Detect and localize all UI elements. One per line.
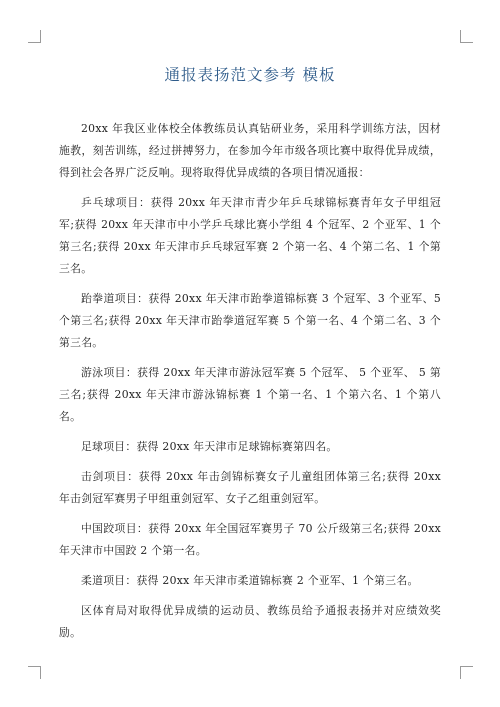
- chinese-wrestling-paragraph: 中国跤项目：获得 20xx 年全国冠军赛男子 70 公斤级第三名;获得 20xx 年天津市中国跤 2 个第一名。: [59, 522, 441, 557]
- swimming-paragraph: 游泳项目：获得 20xx 年天津市游泳冠军赛 5 个冠军、 5 个亚军、 5 第三名;获得 20xx 年天津市游泳锦标赛 1 个第一名、1 个第六名、1 个第八名。: [59, 366, 441, 423]
- document-body: [59, 118, 441, 652]
- table-tennis-paragraph: 乒乓球项目：获得 20xx 年天津市青少年乒乓球锦标赛青年女子甲组冠军;获得 20xx 年天津市中小学乒乓球比赛小学组 4 个冠军、2 个亚军、1 个第三名;获得 20xx 年天津市乒乓球冠军赛 2 个第一名、4 个第二名、1 个第三名。: [59, 196, 441, 275]
- fencing-paragraph: 击剑项目：获得 20xx 年击剑锦标赛女子儿童组团体第三名;获得 20xx 年击剑冠军赛男子甲组重剑冠军、女子乙组重剑冠军。: [59, 470, 441, 505]
- intro-paragraph: 20xx 年我区业体校全体教练员认真钻研业务，采用科学训练方法，因材施教，刻苦训练，经过拼搏努力，在参加今年市级各项比赛中取得优异成绩，得到社会各界广泛反响。现将取得优异成绩的各项目情况通报：: [59, 122, 441, 179]
- crop-mark-top-left: [28, 30, 41, 43]
- closing-paragraph: 区体育局对取得优异成绩的运动员、教练员给予通报表扬并对应绩效奖励。: [59, 604, 441, 639]
- judo-paragraph: 柔道项目：获得 20xx 年天津市柔道锦标赛 2 个亚军、1 个第三名。: [81, 574, 419, 587]
- crop-mark-top-right: [460, 30, 473, 43]
- taekwondo-paragraph: 跆拳道项目：获得 20xx 年天津市跆拳道锦标赛 3 个冠军、3 个亚军、5 个第三名;获得 20xx 年天津市跆拳道冠军赛 5 个第一名、4 个第二名、3 个第三名。: [59, 292, 441, 349]
- football-paragraph: 足球项目：获得 20xx 年天津市足球锦标赛第四名。: [81, 440, 338, 453]
- document-title: 通报表扬范文参考 模板: [164, 66, 336, 84]
- crop-mark-bottom-left: [28, 666, 41, 679]
- crop-mark-bottom-right: [460, 666, 473, 679]
